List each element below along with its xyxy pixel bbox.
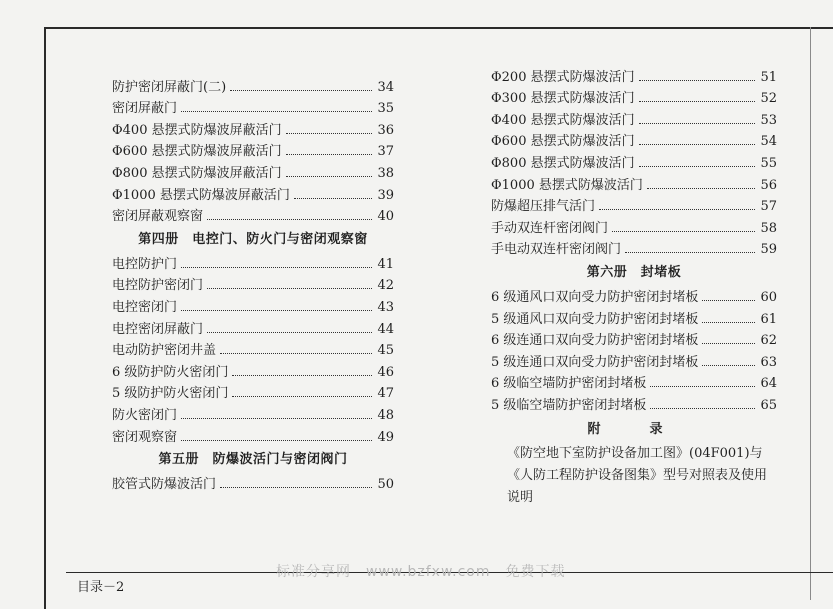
toc-entry-page: 46 [377,364,394,380]
toc-entry-title: 5 级连通口双向受力防护密闭封堵板 [491,354,699,370]
toc-entry-title: 防爆超压排气活门 [491,199,596,215]
toc-entry [491,370,777,392]
toc-entry-page: 38 [377,165,394,181]
binding-rule [810,27,811,600]
toc-entry-page: 40 [377,209,394,225]
toc-entry-title: 电控密闭屏蔽门 [112,321,204,337]
toc-entry-title: 胶管式防爆波活门 [112,477,217,493]
toc-entry-title: 6 级临空墙防护密闭封堵板 [491,376,647,392]
toc-entry-title: 电控防护门 [112,256,178,272]
toc-entry-page: 39 [377,187,394,203]
toc-entry-title: 密闭观察窗 [112,429,178,445]
toc-group-left-top [112,73,394,224]
toc-entry-page: 34 [377,79,394,95]
toc-entry-page: 52 [760,91,777,107]
toc-group-right-top [491,63,777,257]
dot-leader [639,80,755,81]
toc-entry-title: 防护密闭屏蔽门(二) [112,79,227,95]
toc-entry-page: 43 [377,299,394,315]
appendix-heading: 附 录 [587,422,681,438]
toc-entry-title: Φ1000 悬摆式防爆波屏蔽活门 [112,187,290,203]
toc-entry-page: 55 [760,155,777,171]
dot-leader [639,144,755,145]
toc-entry-title: 5 级临空墙防护密闭封堵板 [491,397,647,413]
toc-entry-page: 41 [377,256,394,272]
toc-entry-page: 37 [377,144,394,160]
toc-entry-page: 65 [760,397,777,413]
toc-entry [112,380,394,402]
toc-entry-page: 62 [760,333,777,349]
dot-leader [220,353,372,354]
toc-entry [491,305,777,327]
toc-entry-page: 48 [377,407,394,423]
dot-leader [181,310,372,311]
toc-entry [112,203,394,225]
toc-entry [112,73,394,95]
dot-leader [181,267,372,268]
toc-entry-title: Φ600 悬摆式防爆波屏蔽活门 [112,144,282,160]
toc-entry-page: 64 [760,376,777,392]
toc-entry [112,159,394,181]
toc-entry-title: Φ800 悬摆式防爆波活门 [491,155,635,171]
toc-entry [491,214,777,236]
dot-leader [650,408,755,409]
toc-entry-page: 45 [377,343,394,359]
toc-entry [112,423,394,445]
toc-entry [491,391,777,413]
toc-entry [112,181,394,203]
toc-entry-page: 58 [760,220,777,236]
page-label: 目录－2 [77,580,125,595]
dot-leader [647,188,755,189]
dot-leader [650,386,755,387]
toc-entry [491,283,777,305]
toc-entry-title: Φ400 悬摆式防爆波活门 [491,112,635,128]
toc-right-column [491,63,777,509]
toc-entry-page: 59 [760,242,777,258]
toc-entry [491,106,777,128]
toc-entry-page: 36 [377,122,394,138]
toc-entry-title: Φ300 悬摆式防爆波活门 [491,91,635,107]
toc-left-column [112,73,394,492]
toc-entry-page: 56 [760,177,777,193]
toc-group-section4 [112,250,394,444]
toc-entry-page: 50 [377,477,394,493]
dot-leader [181,440,372,441]
dot-leader [286,176,372,177]
dot-leader [230,90,372,91]
toc-entry [112,337,394,359]
section-heading-5: 第五册 防爆波活门与密闭阀门 [158,452,348,467]
toc-entry-title: 5 级通风口双向受力防护密闭封堵板 [491,311,699,327]
toc-entry-page: 49 [377,429,394,445]
toc-entry-page: 63 [760,354,777,370]
toc-entry-title: 6 级防护防火密闭门 [112,364,229,380]
dot-leader [207,332,372,333]
toc-entry-title: 手动双连杆密闭阀门 [491,220,609,236]
toc-entry [491,236,777,258]
dot-leader [639,166,755,167]
toc-entry-title: 6 级通风口双向受力防护密闭封堵板 [491,289,699,305]
dot-leader [181,111,372,112]
toc-entry [491,85,777,107]
toc-entry-title: Φ400 悬摆式防爆波屏蔽活门 [112,122,282,138]
toc-entry-title: 5 级防护防火密闭门 [112,386,229,402]
dot-leader [702,365,755,366]
dot-leader [599,209,755,210]
dot-leader [207,288,372,289]
dot-leader [232,396,372,397]
toc-entry-title: Φ600 悬摆式防爆波活门 [491,134,635,150]
toc-entry [491,327,777,349]
toc-entry-title: 6 级连通口双向受力防护密闭封堵板 [491,333,699,349]
toc-entry-page: 54 [760,134,777,150]
dot-leader [232,375,372,376]
toc-entry-title: 电动防护密闭井盖 [112,343,217,359]
toc-entry-page: 44 [377,321,394,337]
toc-entry-title: 手电动双连杆密闭阀门 [491,242,622,258]
toc-entry-page: 42 [377,278,394,294]
toc-group-section5 [112,471,394,493]
toc-entry [112,250,394,272]
toc-entry-title: 密闭屏蔽观察窗 [112,209,204,225]
appendix-text: 《防空地下室防护设备加工图》(04F001)与《人防工程防护设备图集》型号对照表及使用说明 [507,445,768,505]
toc-entry-page: 51 [760,69,777,85]
dot-leader [702,322,755,323]
section-heading-6: 第六册 封堵板 [586,264,682,280]
toc-entry [112,272,394,294]
watermark-text: 标准分享网 www.bzfxw.com 免费下载 [276,564,566,580]
toc-entry-page: 60 [760,289,777,305]
dot-leader [220,487,372,488]
dot-leader [207,219,372,220]
toc-entry-title: 防火密闭门 [112,407,178,423]
dot-leader [294,198,372,199]
toc-entry-page: 57 [760,199,777,215]
toc-entry-title: 电控密闭门 [112,299,178,315]
toc-entry [491,193,777,215]
dot-leader [612,231,755,232]
toc-entry [112,138,394,160]
toc-entry [112,471,394,493]
section-heading-4: 第四册 电控门、防火门与密闭观察窗 [138,231,368,247]
toc-entry [112,315,394,337]
toc-entry-page: 47 [377,386,394,402]
toc-entry [491,63,777,85]
toc-entry [491,128,777,150]
toc-entry [112,95,394,117]
dot-leader [286,133,372,134]
toc-entry [112,401,394,423]
toc-entry [112,358,394,380]
toc-entry-page: 35 [377,101,394,117]
dot-leader [286,154,372,155]
toc-entry [491,149,777,171]
toc-entry-title: Φ1000 悬摆式防爆波活门 [491,177,643,193]
toc-group-section6 [491,283,777,413]
toc-entry-page: 61 [760,311,777,327]
toc-entry [112,116,394,138]
dot-leader [181,418,372,419]
dot-leader [639,123,755,124]
toc-entry-title: 电控防护密闭门 [112,278,204,294]
toc-entry-title: Φ800 悬摆式防爆波屏蔽活门 [112,165,282,181]
dot-leader [625,252,755,253]
toc-entry-page: 53 [760,112,777,128]
toc-entry-title: Φ200 悬摆式防爆波活门 [491,69,635,85]
toc-entry [112,293,394,315]
dot-leader [702,300,755,301]
toc-entry [491,171,777,193]
toc-entry [491,348,777,370]
dot-leader [639,101,755,102]
toc-entry-title: 密闭屏蔽门 [112,101,178,117]
dot-leader [702,343,755,344]
